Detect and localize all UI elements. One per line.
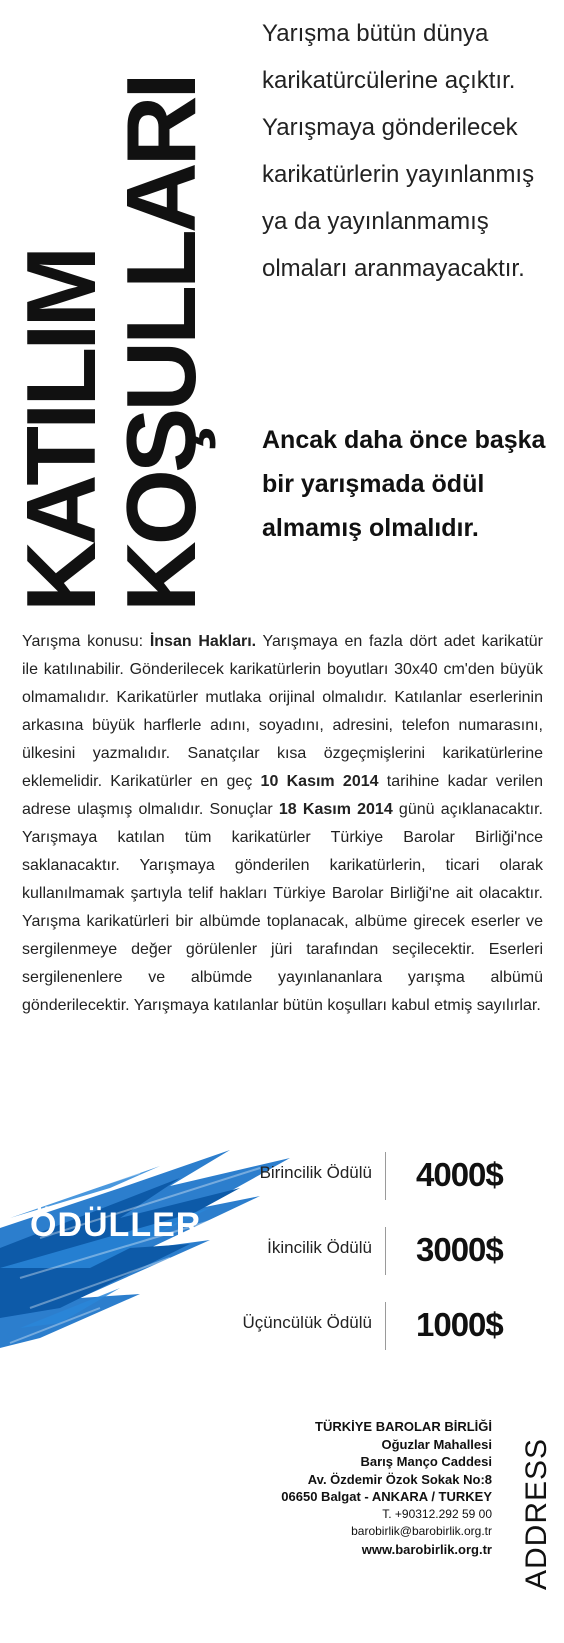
address-line-4: 06650 Balgat - ANKARA / TURKEY xyxy=(281,1489,492,1504)
prize-label: Birincilik Ödülü xyxy=(259,1163,372,1182)
address-line-2: Barış Manço Caddesi xyxy=(360,1454,492,1469)
address-block xyxy=(281,1418,492,1558)
rules-deadline: 10 Kasım 2014 xyxy=(260,773,379,790)
rules-text-3: tarihine kadar verilen adrese ulaşmış olmalıdır. Sonuçlar xyxy=(22,773,544,818)
prize-row-second xyxy=(200,1227,530,1275)
prize-row-third xyxy=(200,1302,530,1350)
prize-divider xyxy=(385,1227,386,1275)
awards-title: ÖDÜLLER xyxy=(30,1206,202,1244)
rules-results-date: 18 Kasım 2014 xyxy=(278,801,393,818)
intro-emphasis: Ancak daha önce başka bir yarışmada ödül almamış olmalıdır. xyxy=(262,426,546,542)
title-line-2: KOŞULLARI xyxy=(106,76,216,612)
address-web: www.barobirlik.org.tr xyxy=(361,1541,492,1557)
rules-text-4: günü açıklanacaktır. Yarışmaya katılan tüm karikatürler Türkiye Barolar Birliği'nce saklanacaktır. Yarışmaya gönderilen karikatürlerin, ticari olarak kullanılmamak şartıyla telif hakları Türkiye Barolar Birliği'ne ait olacaktır. Yarışma karikatürleri bir albümde toplanacak, albüme girecek eserler ve sergilenmeye değer görülenler jüri tarafından seçilecektir. Eserleri sergilenenlere ve albümde yayınlananlara yarışma albümü gönderilecektir. Yarışmaya katılanlar bütün koşulları kabul etmiş sayılırlar. xyxy=(22,801,543,1014)
prize-row-first xyxy=(200,1152,530,1200)
prize-divider xyxy=(385,1302,386,1350)
prize-amount: 3000$ xyxy=(416,1231,503,1268)
rules-text-1: Yarışma konusu: xyxy=(22,633,150,650)
rules-text-2: Yarışmaya en fazla dört adet karikatür ile katılınabilir. Gönderilecek karikatürlerin boyutları 30x40 cm'den büyük olmamalıdır. Karikatürler mutlaka orijinal olmalıdır. Katılanlar eserlerinin arkasına büyük harflerle adını, soyadını, adresini, telefon numarasını, ülkesini yazmalıdır. Sanatçılar kısa özgeçmişlerini karikatürlerine eklemelidir. Karikatürler en geç xyxy=(22,633,544,790)
prize-amount: 4000$ xyxy=(416,1156,503,1193)
address-org: TÜRKİYE BAROLAR BİRLİĞİ xyxy=(315,1419,492,1434)
address-email: barobirlik@barobirlik.org.tr xyxy=(351,1524,492,1538)
prize-divider xyxy=(385,1152,386,1200)
prize-amount: 1000$ xyxy=(416,1306,503,1343)
rules-paragraph xyxy=(22,628,543,1020)
vertical-title xyxy=(0,0,245,620)
address-phone: T. +90312.292 59 00 xyxy=(382,1506,492,1521)
rules-topic: İnsan Hakları. xyxy=(149,633,257,650)
prize-label: İkincilik Ödülü xyxy=(267,1238,372,1257)
address-line-3: Av. Özdemir Özok Sokak No:8 xyxy=(307,1471,492,1487)
address-line-1: Oğuzlar Mahallesi xyxy=(381,1436,492,1452)
address-side-label: ADDRESS xyxy=(520,1437,553,1590)
prize-label: Üçüncülük Ödülü xyxy=(242,1313,372,1332)
intro-text: Yarışma bütün dünya karikatürcülerine açıktır. Yarışmaya gönderilecek karikatürlerin yayınlanmış ya da yayınlanmamış olmaları aranmayacaktır. xyxy=(262,20,535,282)
title-line-1: KATILIM xyxy=(6,249,116,612)
